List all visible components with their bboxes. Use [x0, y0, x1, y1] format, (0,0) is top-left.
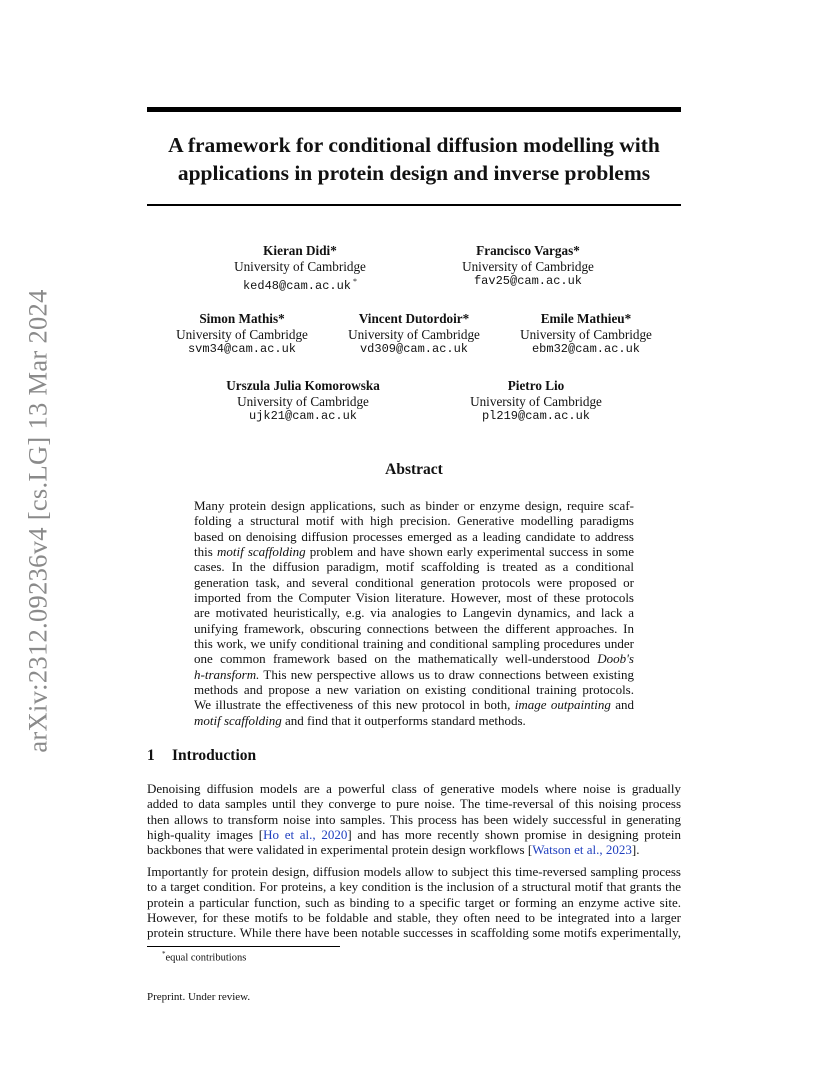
author-email[interactable]: ked48@cam.ac.uk *	[242, 277, 358, 293]
footnote-mark: *	[162, 950, 166, 958]
author-affiliation: University of Cambridge	[520, 326, 652, 342]
text-line: methods and propose a new variation on existing conditional training protocols.	[194, 682, 634, 698]
text-line: unifying framework, obscuring connections between the different approaches. In	[194, 620, 634, 636]
footnote-text: equal contributions	[165, 952, 247, 964]
text-fragment: problem and have shown early experimental success in some	[305, 544, 635, 560]
author-name: Pietro Lio	[507, 378, 565, 393]
text-line	[147, 842, 681, 857]
text-line: Importantly for protein design, diffusion models allow to subject this time-reversed sampling process	[147, 864, 681, 879]
author-affiliation: University of Cambridge	[237, 393, 369, 409]
text-line	[194, 697, 634, 712]
emphasis-term: Doob's	[597, 651, 634, 667]
text-line: protein structure. While there have been notable successes in scaffolding some motifs experimentally,	[147, 925, 681, 941]
text-line: Many protein design applications, such as binder or enzyme design, require scaf-	[194, 498, 634, 513]
abstract-heading: Abstract	[385, 461, 443, 478]
text-line	[194, 544, 634, 559]
text-line: However, for these motifs to be foldable and stable, they often need to be integrated into a larger	[147, 910, 681, 926]
intro-paragraph-2	[147, 864, 681, 941]
text-line: to a target condition. For proteins, a key condition is the inclusion of a structural motif that grants the	[147, 879, 681, 895]
author-name: Urszula Julia Komorowska	[226, 378, 380, 393]
text-fragment: We illustrate the effectiveness of this new protocol in both,	[194, 697, 515, 713]
emphasis-term: image outpainting	[514, 697, 611, 713]
emphasis-term: h-transform.	[194, 666, 260, 682]
emphasis-term: motif scaffolding	[216, 544, 306, 560]
title-top-rule	[147, 107, 681, 112]
author-block	[324, 311, 504, 358]
email-footnote-mark: *	[353, 277, 358, 286]
text-line: this work, we unify conditional training and conditional sampling procedures under	[194, 636, 634, 652]
section-heading	[147, 747, 256, 765]
text-line: protein a particular function, such as binding to a specific target or forming an enzyme active site.	[147, 894, 681, 910]
abstract-body	[194, 498, 634, 728]
author-affiliation: University of Cambridge	[176, 326, 308, 342]
text-line: folding a structural motif with high precision. Generative modelling paradigms	[194, 513, 634, 529]
text-line	[147, 827, 681, 842]
author-email[interactable]: ujk21@cam.ac.uk	[248, 409, 358, 423]
author-affiliation: University of Cambridge	[234, 258, 366, 274]
author-block	[210, 243, 390, 295]
text-line: are motivated heuristically, e.g. via analogies to Langevin dynamics, and lack a	[194, 605, 634, 621]
text-fragment: high-quality images [	[147, 827, 264, 843]
author-name: Emile Mathieu*	[540, 311, 632, 326]
author-affiliation: University of Cambridge	[470, 393, 602, 409]
title-line-2: applications in protein design and inverse problems	[177, 161, 651, 185]
author-email[interactable]: fav25@cam.ac.uk	[473, 274, 583, 288]
title-bottom-rule	[147, 204, 681, 206]
preprint-footer: Preprint. Under review.	[147, 991, 251, 1003]
author-email[interactable]: ebm32@cam.ac.uk	[531, 342, 641, 356]
author-affiliation: University of Cambridge	[462, 258, 594, 274]
author-block	[198, 378, 408, 425]
author-name: Francisco Vargas*	[476, 243, 580, 258]
text-line	[194, 713, 634, 728]
author-block	[496, 311, 676, 358]
title-line-1: A framework for conditional diffusion modelling with	[168, 133, 660, 157]
text-line	[194, 667, 634, 682]
text-fragment: This new perspective allows us to draw connections between existing	[259, 666, 634, 682]
text-line: Denoising diffusion models are a powerful class of generative models where noise is gradually	[147, 781, 681, 796]
citation-link[interactable]: Watson et al., 2023	[532, 842, 632, 858]
text-line: cases. In the diffusion paradigm, motif scaffolding is treated as a conditional	[194, 559, 634, 575]
section-number: 1	[147, 747, 155, 764]
text-fragment: one common framework based on the mathematically well-understood	[194, 651, 598, 667]
text-fragment: and	[610, 697, 634, 713]
paper-title	[130, 131, 698, 187]
author-name: Kieran Didi*	[263, 243, 337, 258]
text-line: imported from the Computer Vision literature. However, most of these protocols	[194, 590, 634, 606]
author-block	[152, 311, 332, 358]
author-name: Simon Mathis*	[199, 311, 285, 326]
intro-paragraph-1	[147, 781, 681, 858]
arxiv-sidebar-stamp: arXiv:2312.09236v4 [cs.LG] 13 Mar 2024	[22, 289, 53, 753]
author-affiliation: University of Cambridge	[348, 326, 480, 342]
footnote	[162, 950, 246, 964]
text-fragment: ] and has more recently shown promise in designing protein	[347, 827, 682, 843]
text-line: added to data samples until they converge to pure noise. The time-reversal of this noising process	[147, 796, 681, 812]
author-email[interactable]: pl219@cam.ac.uk	[481, 409, 591, 423]
section-title: Introduction	[172, 747, 257, 764]
citation-link[interactable]: Ho et al., 2020	[263, 827, 348, 843]
text-line: then allows to transform noise into samples. This process has been widely successful in generating	[147, 811, 681, 827]
text-fragment: and find that it outperforms standard methods.	[281, 712, 526, 728]
author-email[interactable]: svm34@cam.ac.uk	[187, 342, 297, 356]
text-fragment: backbones that were validated in experimental protein design workflows [	[147, 842, 533, 858]
footnote-rule	[147, 946, 340, 947]
text-fragment: ].	[631, 842, 640, 858]
author-name: Vincent Dutordoir*	[358, 311, 470, 326]
text-fragment: this	[194, 544, 217, 560]
text-line: based on denoising diffusion processes emerged as a leading candidate to address	[194, 528, 634, 544]
text-line	[194, 651, 634, 666]
author-email[interactable]: vd309@cam.ac.uk	[359, 342, 469, 356]
emphasis-term: motif scaffolding	[194, 712, 282, 728]
text-line: generation task, and several conditional generation protocols were proposed or	[194, 574, 634, 590]
author-block	[438, 243, 618, 290]
author-block	[446, 378, 626, 425]
